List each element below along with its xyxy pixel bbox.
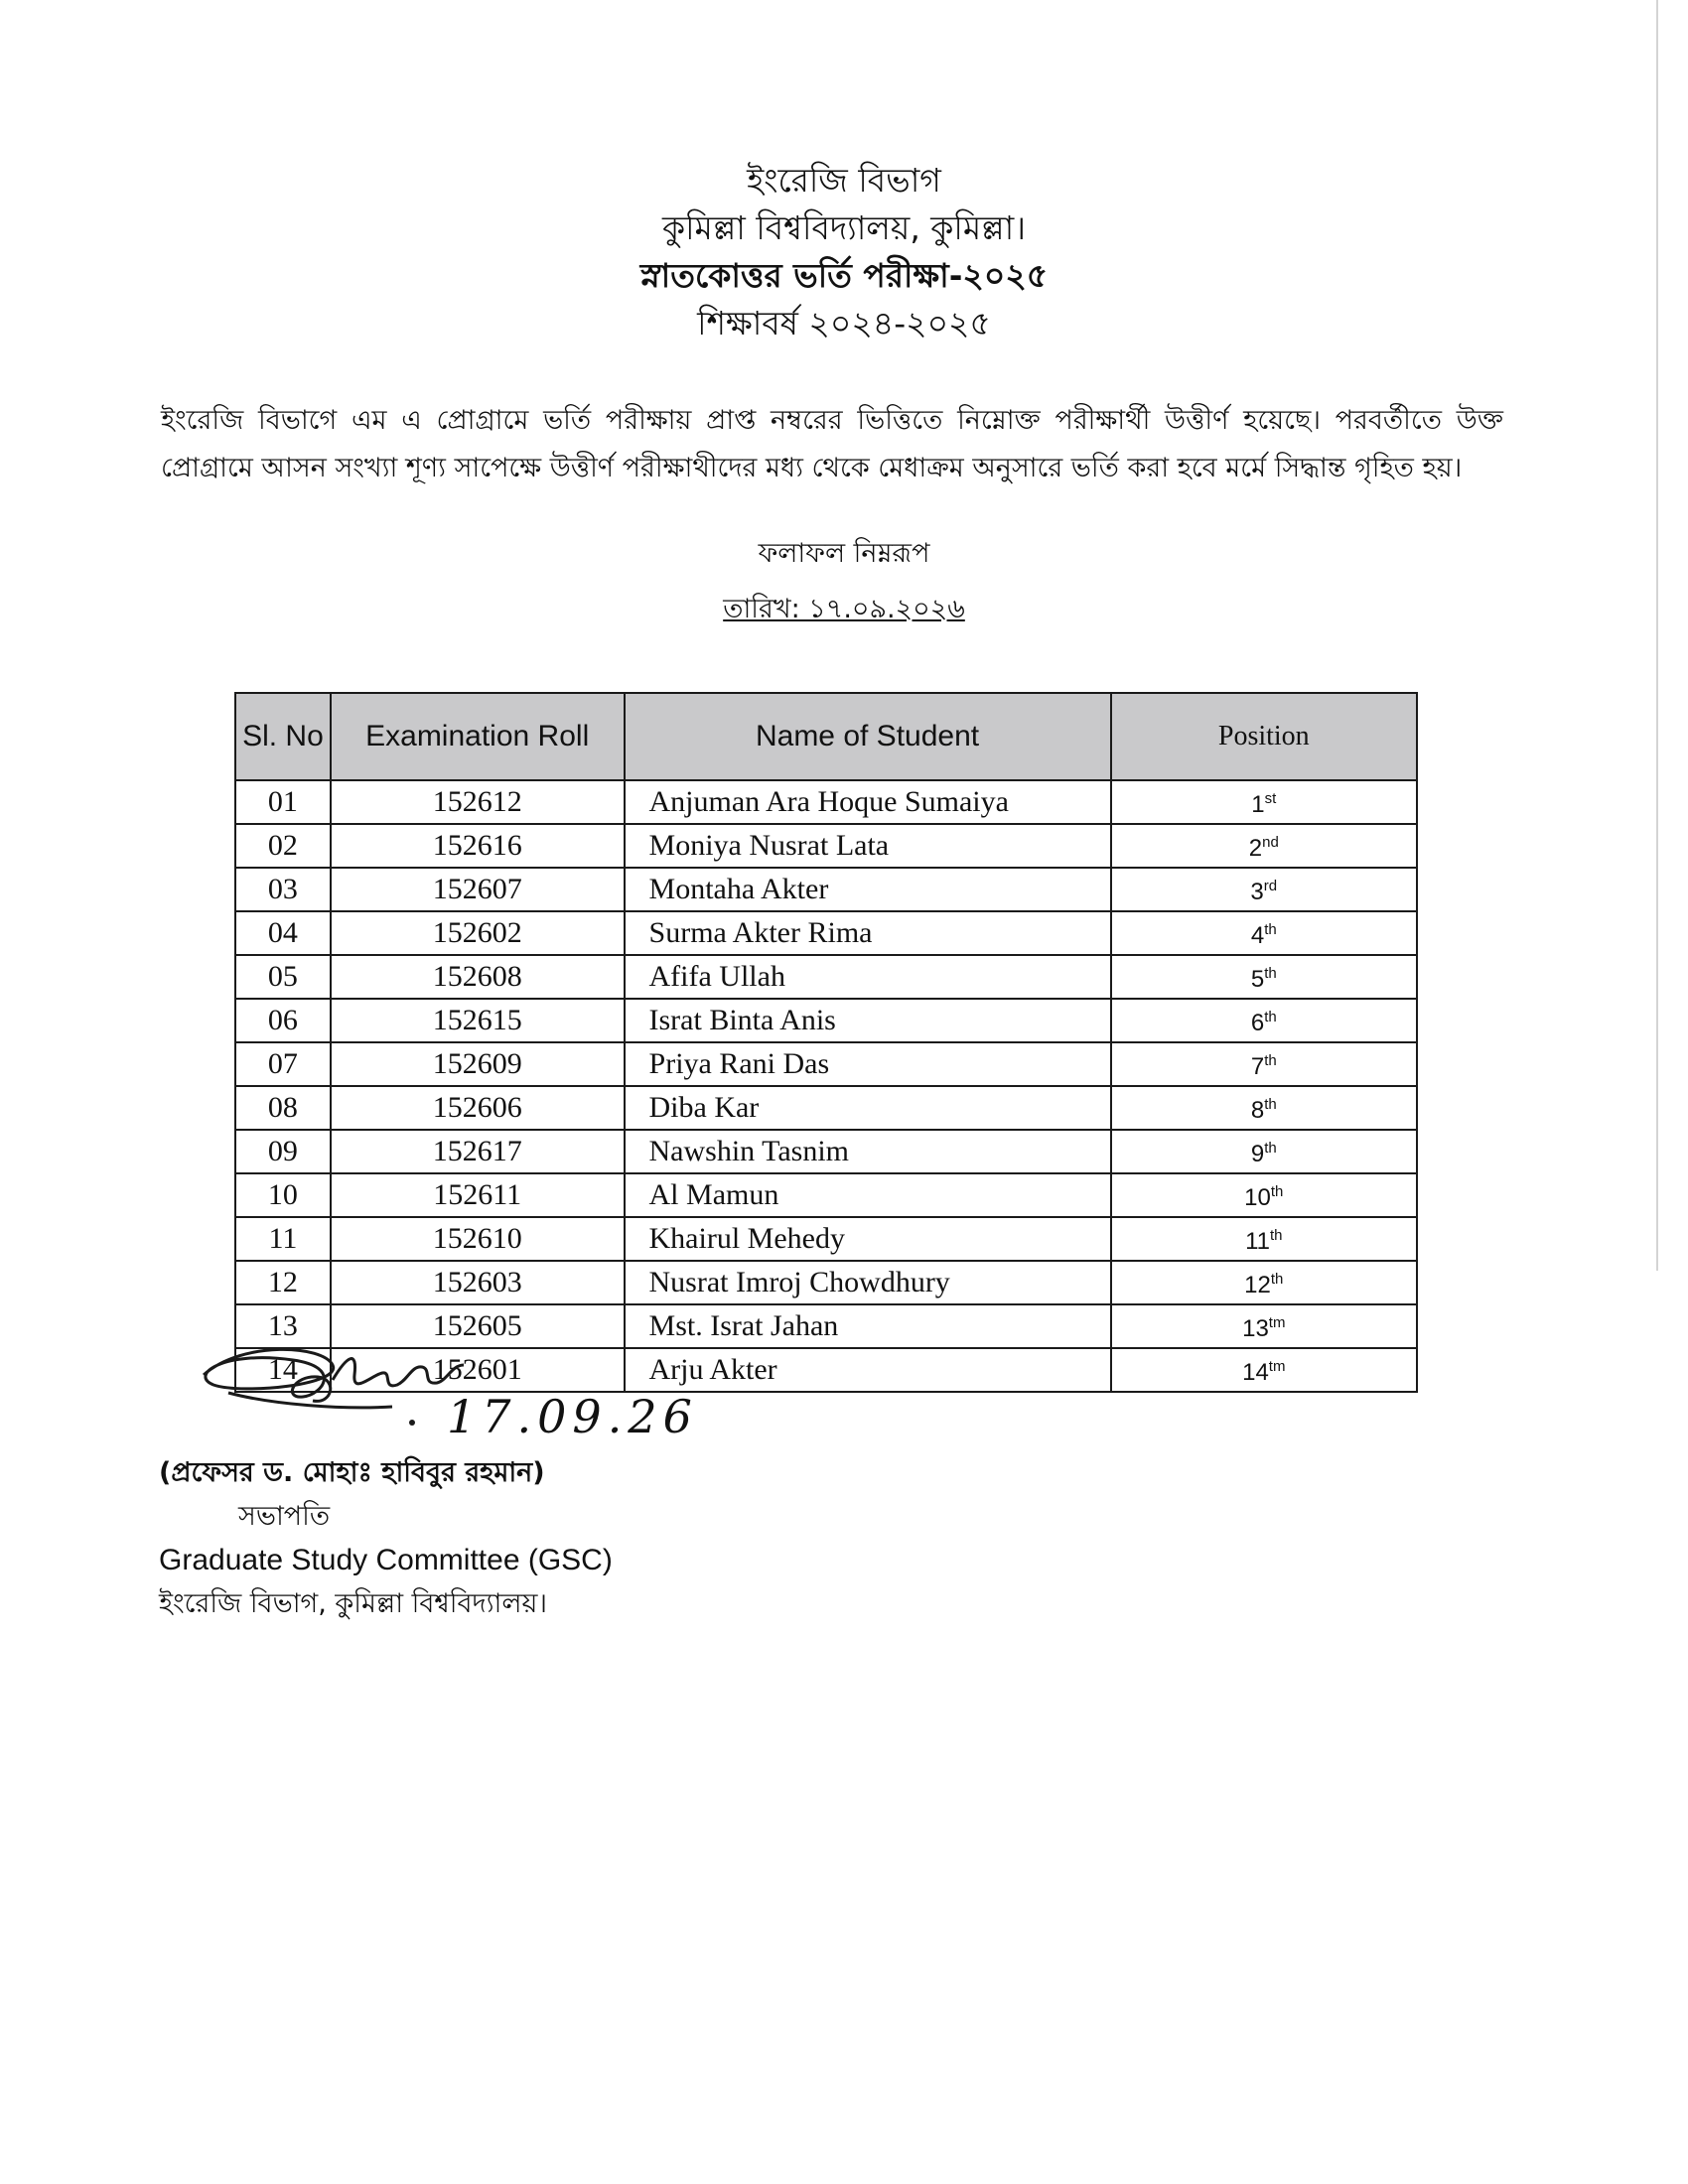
signatory-department: ইংরেজি বিভাগ, কুমিল্লা বিশ্ববিদ্যালয়। [159, 1588, 548, 1619]
position-number: 12 [1244, 1272, 1271, 1298]
cell-roll: 152617 [331, 1130, 625, 1173]
cell-position [1111, 1130, 1417, 1173]
cell-position [1111, 1348, 1417, 1392]
position-suffix: th [1269, 1227, 1283, 1244]
position-suffix: th [1264, 1052, 1277, 1069]
cell-name: Afifa Ullah [625, 955, 1111, 999]
table-body [235, 780, 1417, 1392]
cell-sl: 07 [235, 1042, 331, 1086]
cell-position [1111, 868, 1417, 911]
department-title: ইংরেজি বিভাগ [747, 161, 941, 200]
cell-roll: 152608 [331, 955, 625, 999]
notice-date-text: তারিখ: ১৭.০৯.২০২৬ [723, 594, 965, 624]
cell-sl: 10 [235, 1173, 331, 1217]
col-header-roll: Examination Roll [331, 693, 625, 780]
position-suffix: th [1264, 921, 1277, 938]
table-row [235, 999, 1417, 1042]
cell-name: Nawshin Tasnim [625, 1130, 1111, 1173]
position-number: 6 [1250, 1010, 1265, 1036]
position-suffix: th [1264, 1096, 1277, 1113]
cell-name: Khairul Mehedy [625, 1217, 1111, 1261]
cell-roll: 152610 [331, 1217, 625, 1261]
position-number: 11 [1245, 1228, 1270, 1255]
table-row [235, 1086, 1417, 1130]
cell-position [1111, 999, 1417, 1042]
cell-roll: 152615 [331, 999, 625, 1042]
cell-name: Surma Akter Rima [625, 911, 1111, 955]
cell-sl: 14 [235, 1348, 331, 1392]
cell-roll: 152607 [331, 868, 625, 911]
position-number: 4 [1250, 922, 1265, 949]
cell-sl: 09 [235, 1130, 331, 1173]
cell-name: Montaha Akter [625, 868, 1111, 911]
cell-position [1111, 1217, 1417, 1261]
position-suffix: rd [1263, 878, 1278, 894]
position-number: 5 [1250, 966, 1265, 993]
cell-position [1111, 1304, 1417, 1348]
cell-position [1111, 1173, 1417, 1217]
position-suffix: th [1264, 965, 1277, 982]
position-suffix: tm [1268, 1314, 1286, 1331]
col-header-position: Position [1111, 693, 1417, 780]
cell-sl: 13 [235, 1304, 331, 1348]
position-number: 9 [1250, 1141, 1265, 1167]
signatory-title: সভাপতি [238, 1501, 331, 1532]
col-header-sl: Sl. No [235, 693, 331, 780]
table-row [235, 1173, 1417, 1217]
session-title: শিক্ষাবর্ষ ২০২৪-২০২৫ [697, 304, 991, 342]
cell-name: Mst. Israt Jahan [625, 1304, 1111, 1348]
cell-roll: 152605 [331, 1304, 625, 1348]
exam-title: স্নাতকোত্তর ভর্তি পরীক্ষা-২০২৫ [639, 256, 1049, 295]
university-title: কুমিল্লা বিশ্ববিদ্যালয়, কুমিল্লা। [661, 208, 1027, 247]
cell-position [1111, 1086, 1417, 1130]
table-row [235, 1042, 1417, 1086]
cell-name: Israt Binta Anis [625, 999, 1111, 1042]
cell-name: Al Mamun [625, 1173, 1111, 1217]
position-number: 13 [1242, 1315, 1269, 1342]
cell-roll: 152611 [331, 1173, 625, 1217]
cell-position [1111, 1261, 1417, 1304]
cell-roll: 152603 [331, 1261, 625, 1304]
cell-position [1111, 824, 1417, 868]
position-suffix: th [1270, 1183, 1284, 1200]
cell-roll: 152609 [331, 1042, 625, 1086]
table-row [235, 824, 1417, 868]
table-row [235, 1217, 1417, 1261]
cell-name: Nusrat Imroj Chowdhury [625, 1261, 1111, 1304]
table-row [235, 1261, 1417, 1304]
position-number: 2 [1248, 835, 1263, 862]
position-suffix: st [1264, 790, 1277, 807]
table-row [235, 780, 1417, 824]
cell-roll: 152602 [331, 911, 625, 955]
table-row [235, 911, 1417, 955]
results-table [234, 692, 1418, 1393]
position-number: 14 [1242, 1359, 1269, 1386]
cell-sl: 01 [235, 780, 331, 824]
cell-sl: 05 [235, 955, 331, 999]
cell-sl: 08 [235, 1086, 331, 1130]
table-header-row [235, 693, 1417, 780]
cell-sl: 11 [235, 1217, 331, 1261]
notice-paragraph: ইংরেজি বিভাগে এম এ প্রোগ্রামে ভর্তি পরীক্ষায় প্রাপ্ত নম্বরের ভিত্তিতে নিম্নোক্ত পরীক্ষার্থী উত্তীর্ণ হয়েছে। পরবর্তীতে উক্ত প্রোগ্রামে আসন সংখ্যা শূণ্য সাপেক্ষে উত্তীর্ণ পরীক্ষাথীদের মধ্য থেকে মেধাক্রম অনুসারে ভর্তি করা হবে মর্মে সিদ্ধান্ত গৃহিত হয়। [161, 405, 1503, 483]
position-suffix: th [1270, 1271, 1284, 1288]
cell-roll: 152606 [331, 1086, 625, 1130]
cell-roll: 152612 [331, 780, 625, 824]
cell-name: Arju Akter [625, 1348, 1111, 1392]
cell-name: Anjuman Ara Hoque Sumaiya [625, 780, 1111, 824]
committee-name: Graduate Study Committee (GSC) [159, 1544, 613, 1576]
signature-date: 17.09.26 [447, 1390, 698, 1443]
position-suffix: th [1264, 1140, 1277, 1157]
cell-sl: 06 [235, 999, 331, 1042]
position-number: 1 [1251, 791, 1265, 818]
cell-sl: 04 [235, 911, 331, 955]
cell-position [1111, 1042, 1417, 1086]
position-suffix: th [1264, 1009, 1277, 1025]
cell-name: Diba Kar [625, 1086, 1111, 1130]
cell-sl: 02 [235, 824, 331, 868]
notice-date [0, 590, 1688, 629]
position-number: 3 [1250, 879, 1264, 905]
table-row [235, 955, 1417, 999]
position-number: 10 [1244, 1184, 1271, 1211]
cell-roll: 152616 [331, 824, 625, 868]
cell-position [1111, 955, 1417, 999]
position-suffix: tm [1268, 1358, 1286, 1375]
cell-position [1111, 911, 1417, 955]
cell-sl: 03 [235, 868, 331, 911]
position-suffix: nd [1262, 834, 1279, 851]
col-header-name: Name of Student [625, 693, 1111, 780]
cell-name: Moniya Nusrat Lata [625, 824, 1111, 868]
cell-roll: 152601 [331, 1348, 625, 1392]
document-header [0, 157, 1688, 347]
cell-sl: 12 [235, 1261, 331, 1304]
table-row [235, 1130, 1417, 1173]
cell-position [1111, 780, 1417, 824]
table-row [235, 868, 1417, 911]
result-heading: ফলাফল নিম্নরূপ [758, 538, 930, 569]
cell-name: Priya Rani Das [625, 1042, 1111, 1086]
position-number: 8 [1250, 1097, 1265, 1124]
signatory-block [159, 1451, 613, 1626]
position-number: 7 [1250, 1053, 1265, 1080]
signatory-name: (প্রফেসর ড. মোহাঃ হাবিবুর রহমান) [159, 1457, 545, 1488]
